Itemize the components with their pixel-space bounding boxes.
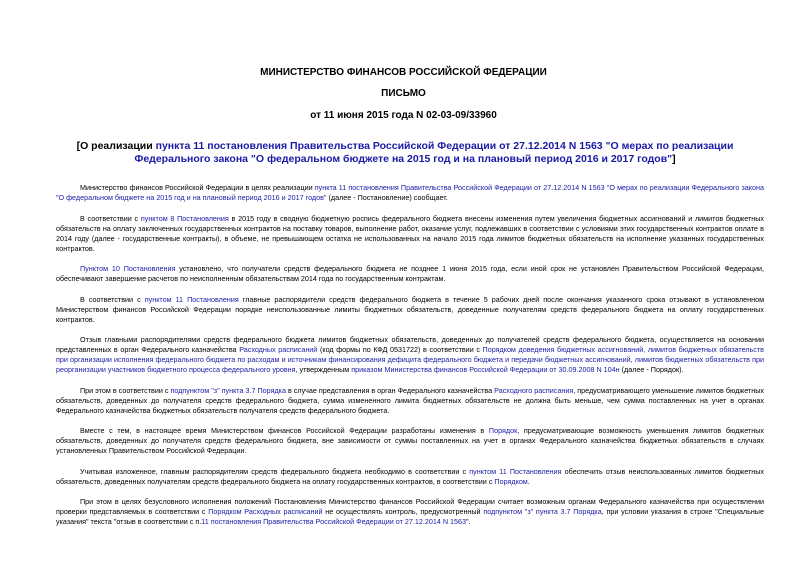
heading-open: [О реализации xyxy=(76,140,156,152)
text: В соответствии с xyxy=(80,294,145,304)
text: ". xyxy=(466,517,471,526)
text: (код формы по КФД 0531722) в соответствии с xyxy=(317,345,483,354)
paragraph-3 xyxy=(56,264,764,284)
text: Вместе с тем, в настоящее время Министерством финансов Российской Федерации разработаны изменения в xyxy=(80,426,489,435)
text: в 2015 году в сводную бюджетную роспись федерального бюджета внесены изменения путем увеличения бюджетных ассигнований и лимитов бюджетных обязательств на оплату заключенных государственных контрактов на поставку товаров, выполнение работ, оказание услуг, подлежавших в соответствии с условиями этих государственных контрактов оплате в 2014 году (далее - государственные контракты), в объеме, не превышающем остатка не использованных на начало 2015 года лимитов бюджетных обязательств на исполнение указанных государственных контрактов. xyxy=(56,213,764,253)
text: , предусматривающего уменьшение лимитов бюджетных обязательств, доведенных до получателя средств федерального бюджета, сумма измененного лимита бюджетных обязательств не должна быть меньше, чем сумма поставленных на учет в органах Федерального казначейства бюджетных обязательств получателя средств федерального бюджета. xyxy=(56,385,764,415)
link[interactable]: подпунктом "з" пункта 3.7 Порядка xyxy=(170,385,286,395)
document-type: ПИСЬМО xyxy=(381,88,426,99)
text: , при условии указания в строке "Специальные указания" текста "отзыв в соответствии с п. xyxy=(56,507,764,526)
document-heading xyxy=(60,140,750,166)
text: в случае представления в орган Федерального казначейства xyxy=(285,385,495,395)
text: Учитывая изложенное, главным распорядителям средств федерального бюджета необходимо в соответствии с xyxy=(80,466,470,476)
text: , предусматривающие возможность уменьшения лимитов бюджетных обязательств, доведенных до получателя средств федерального бюджета, вне зависимости от суммы поставленных на учет в органах Федерального казначейства бюджетных обязательств в случаях установленных Правительством Российской Федерации. xyxy=(56,426,764,455)
link[interactable]: пунктом 11 Постановления xyxy=(469,466,562,476)
text: обеспечить отзыв неиспользованных лимитов бюджетных обязательств, доведенных получателям средств федерального бюджета на оплату государственных контрактов, в соответствии с xyxy=(56,466,764,486)
link[interactable]: Пунктом 10 Постановления xyxy=(80,264,176,273)
paragraph-2 xyxy=(56,214,764,254)
paragraph-4 xyxy=(56,295,764,325)
paragraph-1 xyxy=(56,183,764,203)
heading-link[interactable]: пункта 11 постановления Правительства Российской Федерации от 27.12.2014 N 1563 "О мерах по реализации Федерального закона "О федеральном бюджете на 2015 год и на плановый период 2016 и 2017 годов" xyxy=(134,140,734,165)
text: При этом в соответствии с xyxy=(80,385,171,395)
link[interactable]: пунктом 8 Постановления xyxy=(140,213,229,223)
text: (далее - Постановление) сообщает. xyxy=(326,193,448,202)
text: главные распорядители средств федерального бюджета в течение 5 рабочих дней после окончания указанного срока отзывают в установленном Министерством финансов Российской Федерации порядке неиспользованные лимиты бюджетных обязательств, доведенные получателям средств федерального бюджета на оплату государственных контрактов. xyxy=(56,294,765,324)
ministry-title: МИНИСТЕРСТВО ФИНАНСОВ РОССИЙСКОЙ ФЕДЕРАЦИИ xyxy=(260,67,547,78)
link[interactable]: Порядком xyxy=(494,476,528,486)
link[interactable]: подпунктом "з" пункта 3.7 Порядка xyxy=(483,507,602,516)
text: установлено, что получатели средств федерального бюджета не позднее 1 июня 2015 года, если иной срок не установлен Правительством Российской Федерации, обеспечивают завершение расчетов по неисполненным обязательствам 2014 года по государственным контрактам. xyxy=(56,264,764,283)
text: . xyxy=(527,476,530,486)
document-date: от 11 июня 2015 года N 02-03-09/33960 xyxy=(310,110,497,121)
link[interactable]: пункта 11 постановления Правительства Российской Федерации от 27.12.2014 N 1563 "О мерах по реализации Федерального закона "О федеральном бюджете на 2015 год и на плановый период 2016 и 2017 годов" xyxy=(56,183,764,202)
text: При этом в целях безусловного исполнения положений Постановления Министерство финансов Российской Федерации считает возможным органам Федерального казначейства при осуществлении проверки представляемых в соответствии с xyxy=(56,497,764,516)
link[interactable]: Порядком доведения бюджетных ассигнований, лимитов бюджетных обязательств при организации исполнения федерального бюджета по расходам и источникам финансирования дефицита федерального бюджета и передачи бюджетных ассигнований, лимитов бюджетных обязательств при реорганизации участников бюджетного процесса федерального уровня xyxy=(56,345,765,374)
link[interactable]: Расходного расписания xyxy=(494,385,574,395)
document-body xyxy=(56,183,764,538)
text: В соответствии с xyxy=(80,213,141,223)
text: (далее - Порядок). xyxy=(619,365,684,374)
text: , утвержденным xyxy=(295,365,352,374)
text: Отзыв главными распорядителями средств федерального бюджета лимитов бюджетных обязательств, доведенных до получателей средств федерального бюджета, осуществляется на основании представленных в орган Федерального казначейства xyxy=(56,335,764,354)
link[interactable]: Порядок xyxy=(488,426,518,435)
link[interactable]: приказом Министерства финансов Российской Федерации от 30.09.2008 N 104н xyxy=(351,365,620,374)
paragraph-9 xyxy=(56,497,764,527)
link[interactable]: 11 постановления Правительства Российской Федерации от 27.12.2014 N 1563 xyxy=(201,517,467,526)
link[interactable]: Расходных расписаний xyxy=(239,345,318,354)
paragraph-6 xyxy=(56,386,764,416)
paragraph-5 xyxy=(56,335,764,375)
text: не осуществлять контроль, предусмотренный xyxy=(322,507,484,516)
link[interactable]: пунктом 11 Постановления xyxy=(144,294,239,304)
link[interactable]: Порядком Расходных расписаний xyxy=(208,507,323,516)
heading-close: ] xyxy=(672,153,676,165)
text: Министерство финансов Российской Федерации в целях реализации xyxy=(80,183,315,192)
paragraph-8 xyxy=(56,467,764,487)
paragraph-7 xyxy=(56,426,764,456)
